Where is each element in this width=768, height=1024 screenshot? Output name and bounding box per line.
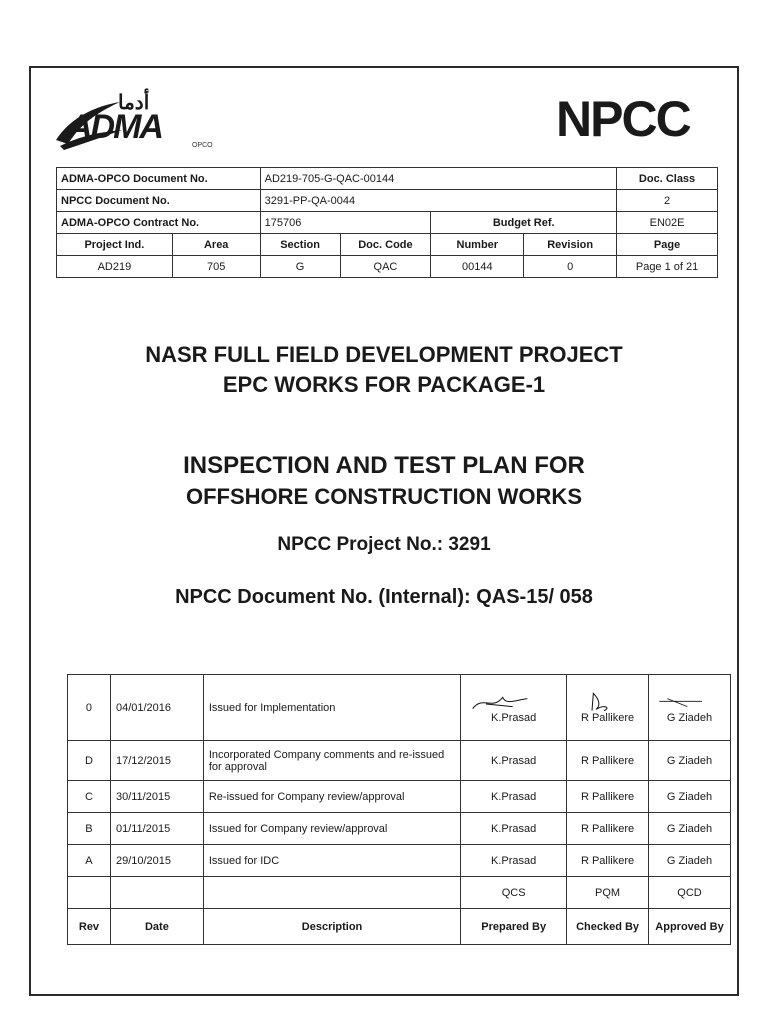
empty-cell [68, 877, 111, 909]
approved-cell: G Ziadeh [649, 741, 731, 781]
document-info-table [56, 167, 718, 278]
date-cell: 30/11/2015 [110, 781, 203, 813]
doc-class-label: Doc. Class [617, 168, 718, 190]
prepared-cell: K.Prasad [461, 845, 567, 877]
adma-logo-arabic: أدما [118, 92, 150, 114]
value-cell: 705 [172, 256, 260, 278]
value-cell: G [260, 256, 340, 278]
column-header: Description [203, 909, 460, 945]
description-cell: Re-issued for Company review/approval [203, 781, 460, 813]
project-subtitle: EPC WORKS FOR PACKAGE-1 [222, 372, 546, 397]
table-row [68, 675, 731, 741]
prepared-cell: K.Prasad [461, 741, 567, 781]
signature-ziadeh [654, 692, 707, 712]
approved-cell: G Ziadeh [649, 781, 731, 813]
project-number: NPCC Project No.: 3291 [277, 534, 491, 555]
project-title: NASR FULL FIELD DEVELOPMENT PROJECT [145, 342, 623, 367]
table-row [57, 190, 718, 212]
value-cell: 0 [524, 256, 617, 278]
table-row [68, 909, 731, 945]
prepared-cell: K.Prasad [461, 781, 567, 813]
value-cell: AD219-705-G-QAC-00144 [260, 168, 616, 190]
prepared-cell: K.Prasad [461, 813, 567, 845]
signature-prasad [466, 692, 533, 712]
description-cell: Issued for IDC [203, 845, 460, 877]
role-cell: PQM [567, 877, 649, 909]
description-cell: Issued for Company review/approval [203, 813, 460, 845]
header-cell: Section [260, 234, 340, 256]
rev-cell: 0 [68, 675, 111, 741]
header-cell: Revision [524, 234, 617, 256]
document-subtitle: OFFSHORE CONSTRUCTION WORKS [186, 484, 582, 509]
rev-cell: A [68, 845, 111, 877]
signature-pallikere [572, 692, 625, 712]
table-row [57, 234, 718, 256]
revision-table [67, 674, 731, 945]
label-cell: ADMA-OPCO Document No. [57, 168, 261, 190]
value-cell: QAC [340, 256, 431, 278]
checked-cell: R Pallikere [567, 781, 649, 813]
table-row [68, 845, 731, 877]
checked-cell: R Pallikere [567, 845, 649, 877]
column-header: Checked By [567, 909, 649, 945]
document-title: INSPECTION AND TEST PLAN FOR [183, 452, 585, 479]
adma-logo-sub: OPCO [192, 142, 213, 149]
value-cell: 00144 [431, 256, 524, 278]
column-header: Rev [68, 909, 111, 945]
date-cell: 01/11/2015 [110, 813, 203, 845]
label-cell: NPCC Document No. [57, 190, 261, 212]
approved-name: G Ziadeh [666, 711, 713, 724]
table-row [57, 212, 718, 234]
date-cell: 04/01/2016 [110, 675, 203, 741]
checked-cell: R Pallikere [567, 813, 649, 845]
budget-label: Budget Ref. [431, 212, 617, 234]
npcc-logo: NPCC [556, 91, 690, 147]
prepared-cell [461, 675, 567, 741]
approved-cell: G Ziadeh [649, 845, 731, 877]
empty-cell [110, 877, 203, 909]
role-cell: QCS [461, 877, 567, 909]
description-cell: Incorporated Company comments and re-issued for approval [203, 741, 460, 781]
table-row [68, 781, 731, 813]
role-cell: QCD [649, 877, 731, 909]
header-cell: Number [431, 234, 524, 256]
internal-document-number: NPCC Document No. (Internal): QAS-15/ 058 [175, 586, 593, 608]
label-cell: ADMA-OPCO Contract No. [57, 212, 261, 234]
value-cell: AD219 [57, 256, 173, 278]
table-row [57, 256, 718, 278]
table-row [57, 168, 718, 190]
header-cell: Project Ind. [57, 234, 173, 256]
checked-cell [567, 675, 649, 741]
checked-cell: R Pallikere [567, 741, 649, 781]
column-header: Date [110, 909, 203, 945]
table-row [68, 813, 731, 845]
date-cell: 29/10/2015 [110, 845, 203, 877]
approved-cell [649, 675, 731, 741]
checked-name: R Pallikere [580, 711, 635, 724]
value-cell: 175706 [260, 212, 431, 234]
budget-value: EN02E [617, 212, 718, 234]
rev-cell: C [68, 781, 111, 813]
column-header: Approved By [649, 909, 731, 945]
description-cell: Issued for Implementation [203, 675, 460, 741]
value-cell: Page 1 of 21 [617, 256, 718, 278]
table-row [68, 741, 731, 781]
doc-class-value: 2 [617, 190, 718, 212]
date-cell: 17/12/2015 [110, 741, 203, 781]
table-row [68, 877, 731, 909]
header-cell: Area [172, 234, 260, 256]
prepared-name: K.Prasad [491, 711, 537, 724]
approved-cell: G Ziadeh [649, 813, 731, 845]
adma-logo-text: ADMA [68, 108, 162, 146]
rev-cell: D [68, 741, 111, 781]
header-cell: Doc. Code [340, 234, 431, 256]
column-header: Prepared By [461, 909, 567, 945]
value-cell: 3291-PP-QA-0044 [260, 190, 616, 212]
header-cell: Page [617, 234, 718, 256]
empty-cell [203, 877, 460, 909]
rev-cell: B [68, 813, 111, 845]
